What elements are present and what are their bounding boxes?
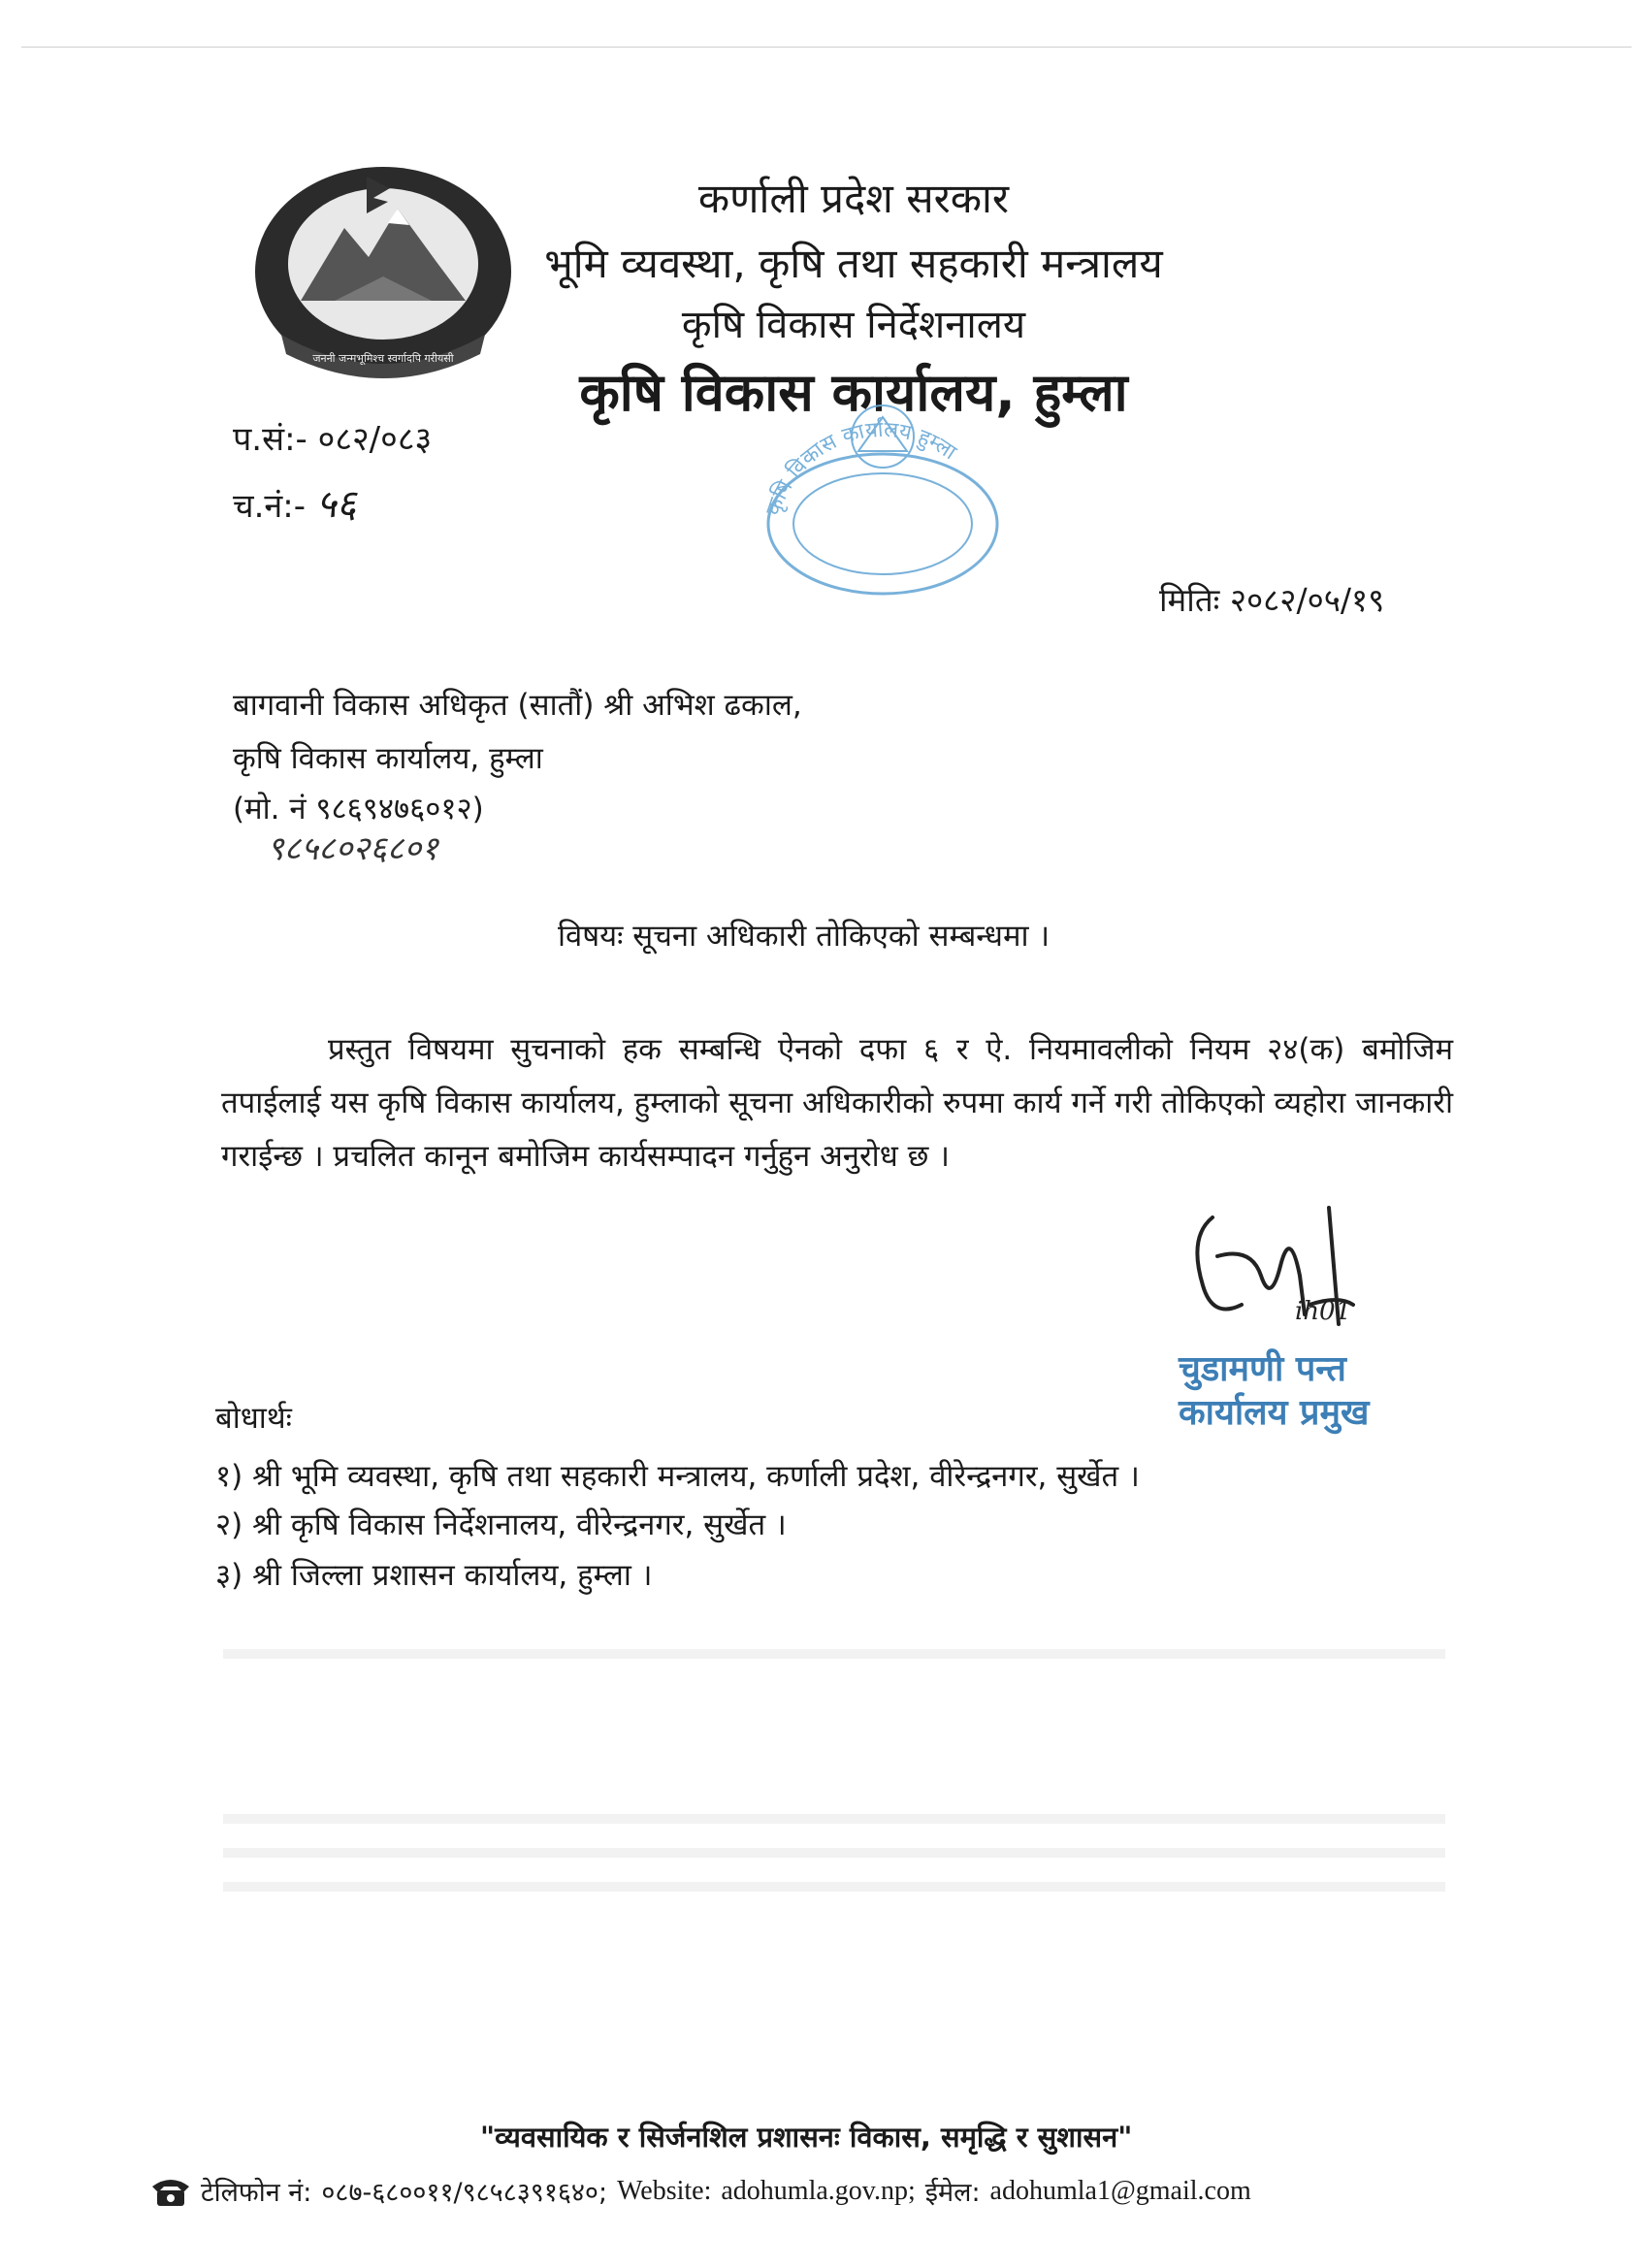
- letter-subject: विषयः सूचना अधिकारी तोकिएको सम्बन्धमा ।: [558, 919, 1051, 954]
- letterhead-ministry: भूमि व्यवस्था, कृषि तथा सहकारी मन्त्रालय: [544, 240, 1163, 287]
- svg-text:कृषि विकास कार्यालय हुम्ला: [761, 417, 960, 519]
- cc-label: बोधार्थः: [215, 1401, 292, 1436]
- bleed-through-shadow: [223, 1814, 1445, 1824]
- cc-item: १) श्री भूमि व्यवस्था, कृषि तथा सहकारी मन्त्रालय, कर्णाली प्रदेश, वीरेन्द्रनगर, सुर्खेत ।: [215, 1459, 1140, 1494]
- bleed-through-shadow: [223, 1649, 1445, 1659]
- bleed-through-shadow: [223, 1848, 1445, 1858]
- letterhead-directorate: कृषि विकास निर्देशनालय: [681, 303, 1026, 347]
- svg-text:ih01: ih01: [1295, 1297, 1352, 1326]
- reference-cha-label: च.नं:-: [233, 487, 306, 526]
- email-label: ईमेल:: [924, 2178, 981, 2208]
- letter-body: प्रस्तुत विषयमा सुचनाको हक सम्बन्धि ऐनको दफा ६ र ऐ. नियमावलीको नियम २४(क) बमोजिम तपाईलाई यस कृषि विकास कार्यालय, हुम्लाको सूचना अधिकारीको रुपमा कार्य गर्ने गरी तोकिएको व्यहोरा जानकारी गराईन्छ । प्रचलित कानून बमोजिम कार्यसम्पादन गर्नुहुन अनुरोध छ ।: [221, 1032, 1453, 1174]
- office-stamp: [737, 398, 1028, 601]
- footer-contact: [150, 2173, 1251, 2209]
- reference-patra-sankhya: [233, 415, 432, 460]
- addressee-handwritten-number: ९८५८०२६८०१: [267, 829, 438, 868]
- reference-pa-label: प.सं:-: [233, 420, 307, 459]
- signature-mark: [1183, 1198, 1397, 1334]
- nepal-government-emblem-icon: [242, 155, 524, 388]
- addressee-name: बागवानी विकास अधिकृत (सातौं) श्री अभिश ढकाल,: [233, 688, 802, 723]
- footer-motto: "व्यवसायिक र सिर्जनशिल प्रशासनः विकास, समृद्धि र सुशासन": [480, 2121, 1133, 2154]
- reference-pa-value: ०८२/०८३: [317, 420, 433, 459]
- emblem-motto: जननी जन्मभूमिश्च स्वर्गादपि गरीयसी: [312, 352, 454, 365]
- phone-label: टेलिफोन नं:: [201, 2178, 312, 2208]
- page-top-border: [21, 47, 1632, 48]
- phone-number: ०८७-६८००११/९८५८३९१६४०;: [321, 2178, 608, 2208]
- addressee-office: कृषि विकास कार्यालय, हुम्ला: [233, 741, 543, 776]
- stamp-text: कृषि विकास कार्यालय हुम्ला: [761, 417, 961, 519]
- letterhead-province: कर्णाली प्रदेश सरकार: [697, 175, 1010, 222]
- reference-cha-value: ५६: [315, 482, 357, 527]
- website-label: Website:: [617, 2175, 712, 2206]
- bleed-through-shadow: [223, 1882, 1445, 1892]
- letterhead-office: कृषि विकास कार्यालय, हुम्ला: [579, 362, 1128, 423]
- telephone-icon: [150, 2175, 191, 2208]
- signatory-title: कार्यालय प्रमुख: [1179, 1393, 1370, 1433]
- email-link[interactable]: adohumla1@gmail.com: [989, 2175, 1251, 2206]
- addressee-mobile: (मो. नं ९८६९४७६०१२): [233, 792, 484, 826]
- reference-chalani-number: [233, 475, 356, 529]
- letter-date: [1159, 577, 1384, 621]
- cc-item: २) श्री कृषि विकास निर्देशनालय, वीरेन्द्रनगर, सुर्खेत ।: [215, 1507, 787, 1542]
- cc-item: ३) श्री जिल्ला प्रशासन कार्यालय, हुम्ला ।: [215, 1558, 653, 1593]
- website-link[interactable]: adohumla.gov.np;: [721, 2175, 916, 2206]
- date-value: २०८२/०५/१९: [1229, 581, 1385, 619]
- date-label: मितिः: [1159, 581, 1220, 619]
- signatory-name: चुडामणी पन्त: [1179, 1349, 1346, 1389]
